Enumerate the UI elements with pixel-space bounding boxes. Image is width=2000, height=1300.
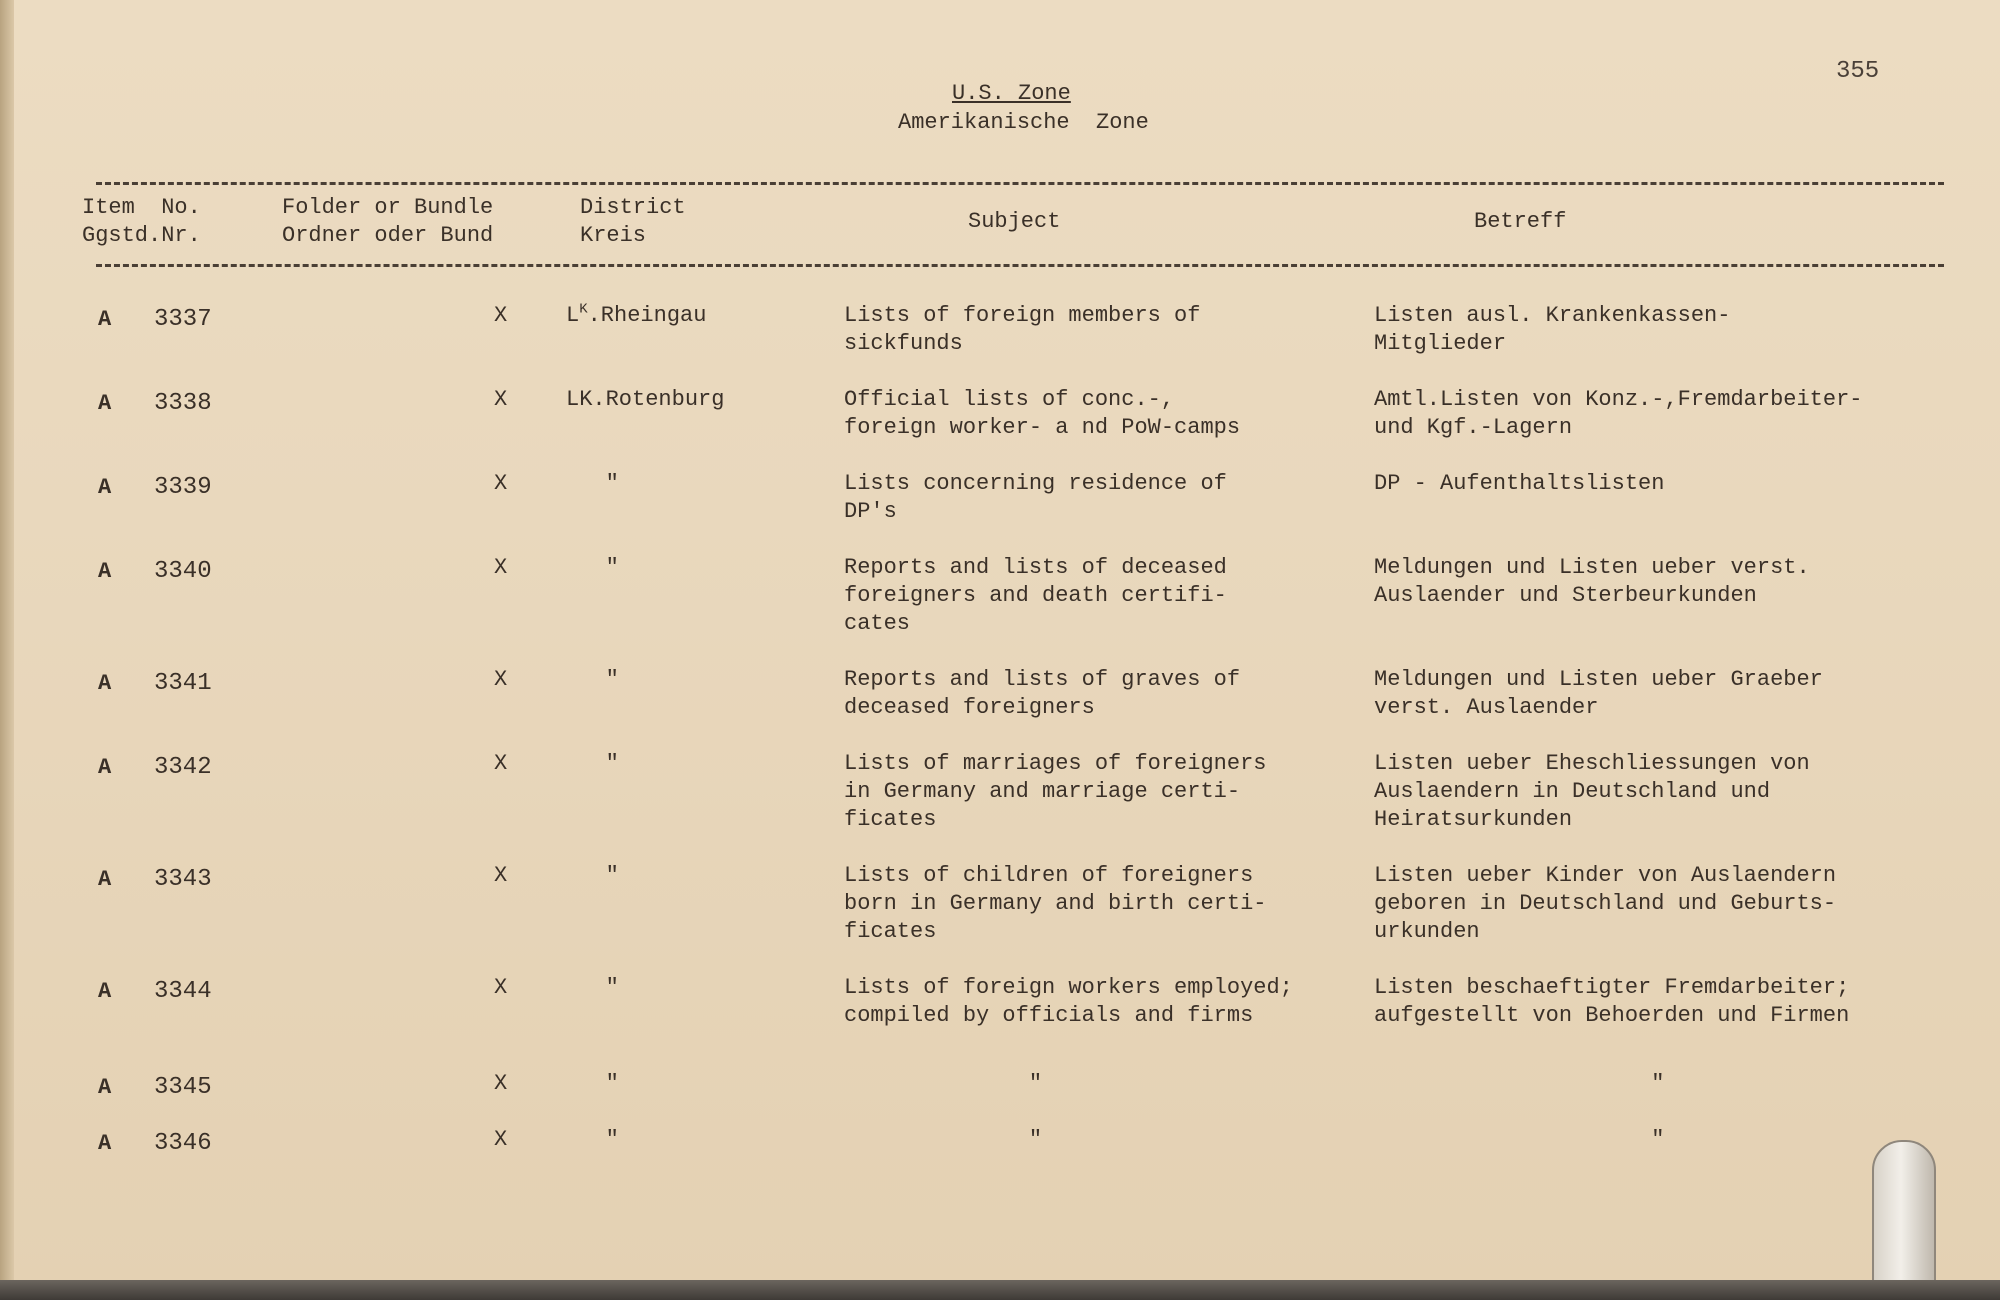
- row-subject: ": [844, 1127, 1043, 1152]
- row-district: ": [566, 1127, 619, 1152]
- column-header-item-en: Item No.: [82, 195, 201, 220]
- row-item-number: 3342: [154, 754, 212, 781]
- row-district-prefix: L: [566, 303, 580, 328]
- row-district-name: .Rheingau: [587, 303, 707, 328]
- page-number: 355: [1836, 58, 1880, 85]
- row-subject: Reports and lists of graves of deceased foreigners: [844, 667, 1241, 720]
- column-header-district: [580, 194, 686, 250]
- row-betreff: Listen ueber Eheschliessungen von Auslaendern in Deutschland und Heiratsurkunden: [1374, 751, 1810, 832]
- row-district: [566, 302, 706, 330]
- column-header-district-en: District: [580, 195, 686, 220]
- row-folder-mark: X: [494, 863, 508, 888]
- row-district: ": [566, 555, 619, 580]
- row-item-number: 3343: [154, 866, 212, 893]
- row-item-number: 3341: [154, 670, 212, 697]
- column-header-folder-de: Ordner oder Bund: [282, 223, 494, 248]
- column-header-subject: Subject: [968, 209, 1061, 234]
- row-subject: Lists concerning residence of DP's: [844, 471, 1227, 524]
- row-subject: Lists of foreign workers employed; compiled by officials and firms: [844, 975, 1293, 1028]
- row-folder-mark: X: [494, 387, 508, 412]
- row-district: ": [566, 751, 619, 776]
- zone-title-german: Amerikanische Zone: [898, 110, 1149, 135]
- row-subject: ": [844, 1071, 1043, 1096]
- row-series-letter: A: [98, 671, 112, 696]
- row-district: ": [566, 1071, 619, 1096]
- row-betreff: Amtl.Listen von Konz.-,Fremdarbeiter- und Kgf.-Lagern: [1374, 387, 1863, 440]
- row-folder-mark: X: [494, 471, 508, 496]
- row-district: ": [566, 667, 619, 692]
- row-series-letter: A: [98, 559, 112, 584]
- column-header-item: [82, 194, 201, 250]
- column-header-folder-en: Folder or Bundle: [282, 195, 494, 220]
- column-header-district-de: Kreis: [580, 223, 647, 248]
- row-series-letter: A: [98, 755, 112, 780]
- row-betreff: Meldungen und Listen ueber Graeber verst. Auslaender: [1374, 667, 1823, 720]
- column-header-item-de: Ggstd.Nr.: [82, 223, 201, 248]
- row-series-letter: A: [98, 1075, 112, 1100]
- row-folder-mark: X: [494, 1071, 508, 1096]
- row-series-letter: A: [98, 867, 112, 892]
- row-betreff: DP - Aufenthaltslisten: [1374, 471, 1665, 496]
- row-folder-mark: X: [494, 555, 508, 580]
- row-district-superscript: K: [579, 301, 588, 318]
- column-header-folder: [282, 194, 493, 250]
- row-folder-mark: X: [494, 751, 508, 776]
- row-series-letter: A: [98, 475, 112, 500]
- row-item-number: 3340: [154, 558, 212, 585]
- row-folder-mark: X: [494, 667, 508, 692]
- document-page: [14, 0, 2000, 1290]
- header-bottom-rule: [96, 264, 1944, 267]
- row-district: LK.Rotenburg: [566, 387, 725, 412]
- row-series-letter: A: [98, 391, 112, 416]
- page-bottom-edge: [0, 1280, 2000, 1300]
- row-betreff: ": [1374, 1071, 1665, 1096]
- paper-clip: [1872, 1140, 1936, 1289]
- row-betreff: ": [1374, 1127, 1665, 1152]
- row-subject: Lists of children of foreigners born in Germany and birth certi- ficates: [844, 863, 1267, 944]
- row-district: ": [566, 471, 619, 496]
- row-subject: Reports and lists of deceased foreigners and death certifi- cates: [844, 555, 1227, 636]
- header-top-rule: [96, 182, 1944, 185]
- row-series-letter: A: [98, 307, 112, 332]
- row-item-number: 3344: [154, 978, 212, 1005]
- row-subject: Lists of marriages of foreigners in Germany and marriage certi- ficates: [844, 751, 1267, 832]
- zone-title-english: U.S. Zone: [952, 81, 1071, 106]
- row-betreff: Meldungen und Listen ueber verst. Auslaender und Sterbeurkunden: [1374, 555, 1810, 608]
- row-folder-mark: X: [494, 975, 508, 1000]
- row-series-letter: A: [98, 1131, 112, 1156]
- row-district: ": [566, 863, 619, 888]
- row-subject: Lists of foreign members of sickfunds: [844, 303, 1201, 356]
- row-item-number: 3338: [154, 390, 212, 417]
- row-folder-mark: X: [494, 303, 508, 328]
- row-betreff: Listen beschaeftigter Fremdarbeiter; aufgestellt von Behoerden und Firmen: [1374, 975, 1850, 1028]
- row-betreff: Listen ausl. Krankenkassen- Mitglieder: [1374, 303, 1731, 356]
- column-header-betreff: Betreff: [1474, 209, 1567, 234]
- row-item-number: 3345: [154, 1074, 212, 1101]
- row-folder-mark: X: [494, 1127, 508, 1152]
- row-item-number: 3339: [154, 474, 212, 501]
- row-item-number: 3337: [154, 306, 212, 333]
- row-district: ": [566, 975, 619, 1000]
- row-item-number: 3346: [154, 1130, 212, 1157]
- row-series-letter: A: [98, 979, 112, 1004]
- row-subject: Official lists of conc.-, foreign worker- a nd PoW-camps: [844, 387, 1241, 440]
- row-betreff: Listen ueber Kinder von Auslaendern geboren in Deutschland und Geburts- urkunden: [1374, 863, 1837, 944]
